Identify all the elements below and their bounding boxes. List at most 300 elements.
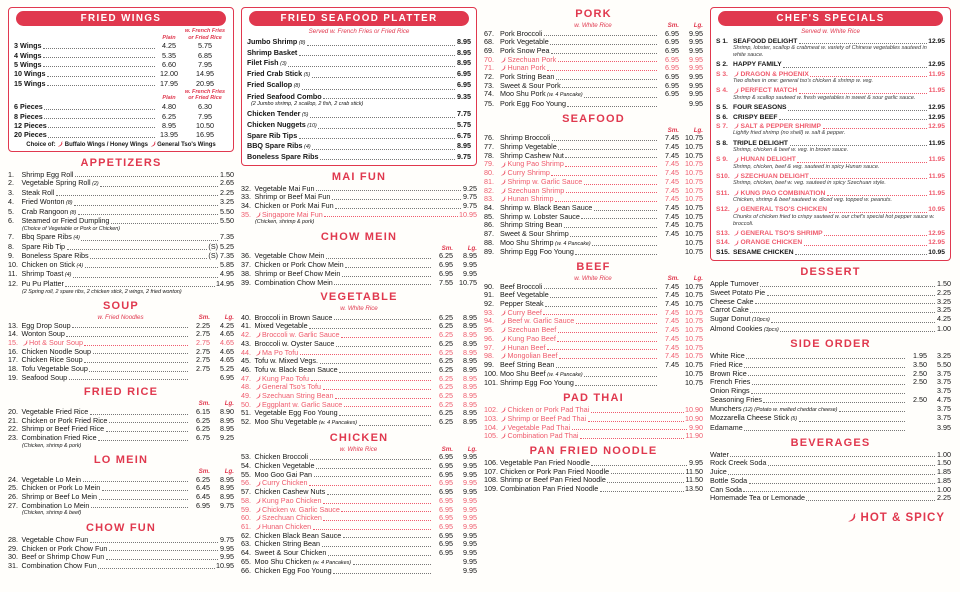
item-price-small: 6.95	[665, 45, 679, 55]
item-name: Vegetable Pad Thai	[507, 422, 571, 432]
item-description: Lightly fried shrimp (no shell) w. salt & pepper.	[733, 130, 846, 137]
item-price: 7.75	[457, 108, 471, 118]
item-price: 1.50	[937, 458, 951, 468]
item-description: Shrimp, chicken, beef & veg. sauteed in spicy Hunan sauce.	[733, 163, 880, 170]
section-title: SEAFOOD	[562, 112, 625, 125]
item-name: Szechuan String Bean	[262, 391, 334, 401]
choice-text: Choice of:	[26, 141, 58, 148]
price-header: Sm.	[441, 445, 453, 453]
item-name: Chicken Noodle Soup	[21, 346, 92, 356]
menu-item	[247, 48, 471, 57]
item-price-small: 6.25	[439, 321, 453, 331]
item-number: 40.	[241, 312, 251, 322]
dotted-leader	[56, 195, 218, 196]
item-price-small: 2.75	[196, 329, 210, 339]
item-name: Combination Chow Fun	[21, 560, 97, 570]
item-name: SEAFOOD DELIGHT	[733, 37, 798, 45]
item-name: Steamed or Fried Dumpling	[21, 216, 110, 226]
item-price-large: 9.95	[463, 530, 477, 540]
item-name: Chicken Nuggets	[247, 120, 306, 130]
item-price: 10.95	[459, 209, 477, 219]
item-price-large: 9.95	[689, 37, 703, 47]
dotted-leader	[334, 319, 431, 320]
item-number: S 7.	[716, 122, 728, 130]
dotted-leader	[584, 376, 656, 377]
item-name: Sweet & Sour Chicken	[254, 548, 327, 558]
section-title: CHOW FUN	[85, 521, 157, 534]
dotted-leader	[763, 402, 904, 403]
item-name: Szechuan Shrimp	[507, 185, 565, 195]
dotted-leader	[795, 254, 927, 255]
menu-item	[716, 113, 945, 122]
dotted-leader	[806, 500, 934, 501]
item-name: Sweet & Sour Pork	[500, 80, 561, 90]
dotted-leader	[594, 210, 657, 211]
pepper-icon	[255, 507, 262, 514]
item-number: S 5.	[716, 104, 728, 112]
section-note: w. White Rice	[574, 275, 612, 283]
item-price: 12.95	[928, 239, 945, 247]
menu-item	[14, 79, 228, 88]
dotted-leader	[570, 236, 656, 237]
item-price-small: 6.25	[439, 364, 453, 374]
dotted-leader	[562, 87, 656, 88]
item-name: Hunan Chicken	[262, 521, 312, 531]
dotted-leader	[47, 76, 155, 77]
dotted-leader	[545, 306, 656, 307]
combo-price-header: w. French Fries or Fried Rice	[184, 28, 226, 41]
menu-item	[241, 279, 477, 288]
section-chow-mein	[241, 230, 477, 287]
item-price-large: 9.95	[463, 495, 477, 505]
item-price-large: 9.95	[463, 268, 477, 278]
item-number: 81.	[484, 176, 494, 186]
item-qty: (10pcs)	[751, 316, 770, 323]
item-price-small: 7.45	[665, 342, 679, 352]
dotted-leader	[288, 66, 454, 67]
dotted-leader	[799, 43, 927, 44]
item-price-large: 9.95	[463, 513, 477, 523]
pepper-icon	[500, 425, 507, 432]
section-note: w. White Rice	[339, 445, 378, 453]
item-price-small: 7.45	[665, 202, 679, 212]
item-price-large: 8.95	[463, 330, 477, 340]
section-subtitle: Served w. French Fries or Fried Rice	[308, 28, 410, 36]
item-name: Combination Lo Mein	[21, 500, 90, 510]
item-name: Wonton Soup	[21, 329, 65, 339]
menu-item	[716, 60, 945, 69]
item-name: Shrimp or Beef Pan Fried Noodle	[500, 475, 606, 485]
item-price-plain: 5.35	[162, 50, 176, 60]
pepper-icon	[255, 524, 262, 531]
item-number: 29.	[8, 543, 18, 553]
menu-item	[14, 112, 228, 121]
item-price-small: 6.25	[439, 356, 453, 366]
item-price: 12.95	[928, 61, 945, 69]
dotted-leader	[750, 312, 934, 313]
section-title: BEVERAGES	[790, 436, 871, 449]
item-price-large: 9.95	[463, 469, 477, 479]
item-price-small: 6.95	[439, 487, 453, 497]
dotted-leader	[323, 503, 430, 504]
item-number: 107.	[484, 466, 498, 476]
item-price-small: 6.25	[439, 330, 453, 340]
item-number: 62.	[241, 530, 251, 540]
dotted-leader	[335, 398, 430, 399]
item-price: 3.75	[937, 413, 951, 423]
item-name: Broccoli w. Oyster Sauce	[254, 338, 335, 348]
item-qty: (8)	[298, 39, 306, 46]
item-price-small: 2.75	[196, 364, 210, 374]
item-name: Crab Rangoon	[21, 206, 69, 216]
item-qty: (w. 4 Pancake)	[555, 240, 591, 247]
item-price: 6.95	[220, 372, 234, 382]
section-title: CHOW MEIN	[320, 230, 398, 243]
item-name: Moo Shu Pork	[500, 89, 546, 99]
item-number: 97.	[484, 342, 494, 352]
dotted-leader	[788, 110, 927, 111]
pepper-icon	[255, 332, 262, 339]
item-price-large: 9.95	[689, 89, 703, 99]
item-price-large: 9.75	[220, 500, 234, 510]
price-header: Lg.	[693, 126, 703, 134]
dotted-leader	[300, 354, 431, 355]
item-price: 2.25	[937, 493, 951, 503]
item-name: Pork Broccoli	[500, 28, 543, 38]
pepper-icon	[500, 407, 507, 414]
dotted-leader	[797, 162, 927, 163]
dotted-leader	[755, 303, 934, 304]
item-name: Pork Egg Foo Young	[500, 99, 566, 109]
item-number: 80.	[484, 168, 494, 178]
item-price-small: 6.95	[665, 89, 679, 99]
item-qty: (12) (Potato w. melted cheddar cheese)	[743, 406, 838, 413]
pepper-icon	[847, 513, 857, 523]
item-qty: (w. 4 Pancake)	[547, 371, 583, 378]
item-price: 10.75	[685, 368, 703, 378]
item-number: 63.	[241, 539, 251, 549]
item-price: 8.95	[457, 140, 471, 150]
item-number: 52.	[241, 417, 251, 427]
item-name: Szechuan Pork	[507, 54, 557, 64]
menu-item	[8, 434, 234, 443]
item-number: S12.	[716, 206, 730, 214]
pepper-icon	[255, 498, 262, 505]
item-price-large: 8.90	[220, 406, 234, 416]
item-price-large: 10.75	[685, 299, 703, 309]
dotted-leader	[584, 184, 657, 185]
item-price: 9.95	[220, 543, 234, 553]
item-name: Chicken String Bean	[254, 539, 321, 549]
dotted-leader	[47, 85, 155, 86]
section-title: FRIED WINGS	[16, 11, 226, 26]
item-price-large: 8.95	[463, 321, 477, 331]
item-name: General Tso's Tofu	[262, 382, 322, 392]
item-number: 27.	[8, 500, 18, 510]
item-name: Chicken w. Garlic Sauce	[262, 504, 340, 514]
item-number: 4.	[8, 196, 14, 206]
section-title: MAI FUN	[331, 170, 387, 183]
item-price-large: 10.75	[685, 351, 703, 361]
item-number: 20.	[8, 406, 18, 416]
section-seafood	[484, 112, 703, 257]
item-price-large: 10.75	[685, 360, 703, 369]
item-price: 9.75	[463, 192, 477, 202]
dotted-leader	[323, 520, 430, 521]
item-name: Chicken or Pork Mai Fun	[254, 201, 334, 211]
dotted-leader	[607, 482, 684, 483]
dotted-leader	[336, 346, 431, 347]
item-name: Vegetable Pan Fried Noodle	[500, 457, 590, 467]
item-name: 8 Pieces	[14, 111, 43, 121]
item-qty: (2)	[92, 181, 99, 188]
item-price-large: 9.95	[463, 487, 477, 497]
item-price-large: 8.95	[463, 364, 477, 374]
item-price-small: 6.25	[439, 382, 453, 392]
item-number: 74.	[484, 89, 494, 99]
item-name: Pork Snow Pea	[500, 45, 550, 55]
dotted-leader	[102, 490, 188, 491]
item-price-large: 10.75	[685, 194, 703, 204]
item-name: Kung Pao Chicken	[262, 495, 322, 505]
item-name: Chicken Vegetable	[254, 461, 315, 471]
section-chefs-specials	[710, 7, 951, 261]
dotted-leader	[90, 542, 218, 543]
item-price-large: 4.65	[220, 337, 234, 347]
item-name: Chicken or Pork Chow Fun	[21, 543, 108, 553]
item-name: Onion Rings	[710, 386, 750, 396]
item-name: Fried Seafood Combo	[247, 91, 322, 101]
item-name: Chicken Egg Foo Young	[254, 566, 332, 576]
item-name: Edamame	[710, 423, 743, 432]
dotted-leader	[326, 258, 431, 259]
item-name: Mongolian Beef	[507, 351, 558, 361]
menu-item	[247, 120, 471, 131]
pepper-icon	[500, 310, 507, 317]
dotted-leader	[312, 77, 455, 78]
item-name: Combination Chow Mein	[254, 277, 333, 287]
item-number: 9.	[8, 250, 14, 260]
item-name: Pepper Steak	[500, 299, 544, 309]
item-name: 3 Wings	[14, 41, 42, 51]
item-name: 5 Wings	[14, 60, 42, 70]
item-price-small: 6.25	[196, 474, 210, 484]
dotted-leader	[81, 240, 217, 241]
menu-item	[241, 567, 477, 576]
item-name: Shrimp Vegetable	[500, 142, 557, 152]
item-name: Tofu w. Mixed Vegs.	[254, 356, 319, 366]
price-header: Lg.	[224, 468, 234, 476]
item-price: 11.50	[685, 466, 703, 476]
section-fried-wings	[8, 7, 234, 152]
item-number: 68.	[484, 37, 494, 47]
item-name: Chicken or Pork Pan Fried Noodle	[500, 466, 610, 476]
item-number: 73.	[484, 80, 494, 90]
dotted-leader	[332, 199, 461, 200]
dotted-leader	[552, 140, 657, 141]
item-name: Kung Pao Tofu	[262, 373, 310, 383]
dotted-leader	[567, 106, 656, 107]
item-name: Pork Vegetable	[500, 37, 549, 47]
menu-item	[14, 41, 228, 50]
section-title: VEGETABLE	[320, 291, 398, 304]
item-number: 87.	[484, 229, 494, 239]
item-number: S 9.	[716, 156, 728, 164]
item-name: Seasoning Fries	[710, 394, 762, 404]
pepper-icon	[500, 336, 507, 343]
item-name: Shrimp Toast	[21, 269, 64, 279]
dotted-leader	[314, 476, 431, 477]
item-name: Shrimp Egg Foo Young	[500, 247, 574, 257]
item-name: Beef Broccoli	[500, 281, 543, 291]
item-price-large: 10.75	[685, 168, 703, 178]
price-header: Sm.	[441, 244, 453, 252]
item-name: Shrimp w. Lobster Sauce	[500, 211, 580, 221]
dotted-leader	[66, 336, 187, 337]
item-name: Shrimp Basket	[247, 48, 298, 58]
item-price: 12.95	[928, 113, 945, 121]
dotted-leader	[109, 550, 218, 551]
menu-item	[484, 100, 703, 109]
dotted-leader	[345, 267, 430, 268]
menu-item	[710, 459, 951, 468]
dotted-leader	[551, 175, 656, 176]
pepper-icon	[733, 230, 740, 237]
item-number: 11.	[8, 269, 18, 279]
item-number: 46.	[241, 364, 251, 374]
pepper-icon	[255, 515, 262, 522]
item-price-large: 9.95	[689, 80, 703, 90]
dotted-leader	[328, 555, 431, 556]
pepper-icon	[500, 196, 507, 203]
dotted-leader	[768, 465, 935, 466]
item-name: Pork String Bean	[500, 72, 555, 82]
dotted-leader	[575, 254, 656, 255]
dotted-leader	[310, 459, 431, 460]
item-name: Tofu w. Black Bean Sauce	[254, 364, 338, 374]
pepper-icon	[150, 141, 157, 148]
section-title: DESSERT	[800, 266, 861, 279]
menu-column-3	[484, 7, 703, 586]
item-description: Chunks of chicken fried to crispy sauteed w. our chef's special hot pepper sauce w. broccoli.	[733, 213, 935, 227]
dotted-leader	[572, 429, 687, 430]
dotted-leader	[339, 372, 430, 373]
item-price-small: 6.95	[665, 72, 679, 82]
item-number: 56.	[241, 478, 251, 488]
item-price: (S) 7.35	[208, 250, 234, 260]
item-price: 9.95	[689, 457, 703, 467]
item-price: 11.95	[928, 189, 945, 197]
item-price-small: 6.25	[439, 251, 453, 261]
item-number: 3.	[8, 188, 14, 198]
item-name: Mixed Vegetable	[254, 321, 308, 331]
item-price-large: 9.95	[463, 504, 477, 514]
dotted-leader	[611, 473, 684, 474]
pepper-icon	[500, 319, 507, 326]
section-title: CHICKEN	[329, 431, 389, 444]
dotted-leader	[580, 438, 684, 439]
dotted-leader	[73, 277, 218, 278]
item-name: 4 Wings	[14, 50, 42, 60]
dotted-leader	[780, 331, 934, 332]
item-price-large: 4.25	[220, 320, 234, 330]
price-header: Sm.	[667, 275, 679, 283]
item-name: Hot & Sour Soup	[29, 337, 83, 347]
item-number: 34.	[241, 201, 251, 211]
item-price-large: 8.95	[463, 417, 477, 427]
item-price-small: 2.50	[913, 368, 927, 378]
item-price: 9.75	[463, 201, 477, 211]
item-number: 21.	[8, 415, 18, 425]
section-mai-fun	[241, 170, 477, 227]
pepper-icon	[733, 207, 740, 214]
item-price-small: 7.45	[665, 299, 679, 309]
item-name: Vegetable Chow Fun	[21, 534, 89, 544]
item-name: Sweet Potato Pie	[710, 287, 766, 297]
item-price-small: 2.50	[913, 394, 927, 404]
item-name: Kung Pao Beef	[507, 333, 556, 343]
section-note: w. White Rice	[574, 22, 612, 29]
menu-item	[716, 238, 945, 247]
dotted-leader	[84, 345, 187, 346]
item-name: Shrimp or Beef Pad Thai	[507, 413, 587, 423]
item-price: 10.95	[928, 206, 945, 214]
item-number: 75.	[484, 99, 494, 109]
item-name: Moo Shu Beef	[500, 368, 546, 378]
dotted-leader	[72, 327, 187, 328]
item-qty: (5)	[790, 416, 798, 423]
item-name: Chicken or Pork Fried Rice	[21, 415, 108, 425]
dotted-leader	[333, 573, 430, 574]
item-name: Fried Scallop	[247, 80, 293, 90]
dotted-leader	[90, 414, 188, 415]
item-number: 90.	[484, 281, 494, 291]
item-price: 6.95	[457, 80, 471, 90]
item-name: SZECHUAN DELIGHT	[740, 173, 809, 181]
item-price-combo: 5.75	[198, 41, 212, 51]
menu-item	[14, 130, 228, 139]
item-number: S 3.	[716, 70, 728, 78]
hot-spicy-legend	[710, 512, 951, 524]
item-price-large: 10.75	[685, 159, 703, 169]
item-number: 70.	[484, 54, 494, 64]
item-name: TRIPLE DELIGHT	[733, 139, 788, 147]
item-name: GENERAL TSO'S SHRIMP	[740, 229, 823, 237]
item-price: 9.25	[463, 183, 477, 193]
menu-item	[716, 103, 945, 112]
item-name: Apple Turnover	[710, 279, 759, 289]
item-price-large: 10.75	[685, 150, 703, 160]
item-number: 53.	[241, 452, 251, 462]
dotted-leader	[312, 149, 454, 150]
item-price-large: 10.75	[685, 281, 703, 291]
item-price: 10.75	[685, 378, 703, 388]
item-name: ORANGE CHICKEN	[740, 239, 803, 247]
item-name: Chicken or Pork Chow Mein	[254, 260, 344, 270]
item-price-plain: 4.80	[162, 102, 176, 112]
pepper-icon	[733, 173, 740, 180]
dotted-leader	[547, 70, 657, 71]
item-price-small: 6.25	[439, 399, 453, 409]
dotted-leader	[43, 57, 155, 58]
item-price: 5.85	[220, 259, 234, 269]
menu-item	[14, 102, 228, 111]
dotted-leader	[790, 145, 928, 146]
item-price-small: 6.95	[439, 504, 453, 514]
item-price-small: 6.45	[196, 492, 210, 502]
item-price-plain: 4.25	[162, 41, 176, 51]
item-price: 1.85	[937, 475, 951, 485]
